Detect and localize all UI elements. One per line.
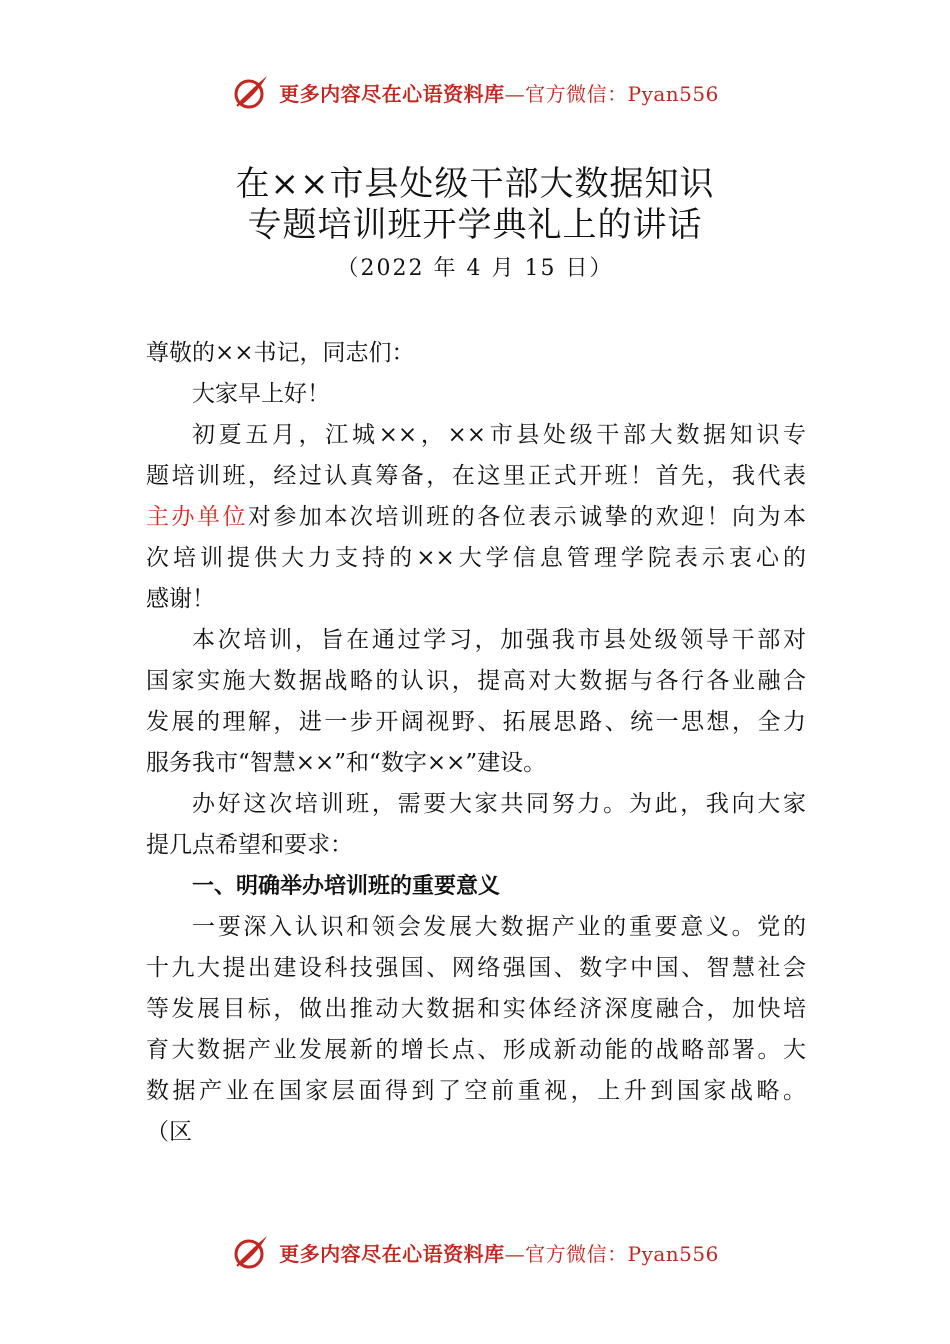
banner-text: 更多内容尽在心语资料库—官方微信：Pyan556 [279, 1241, 719, 1266]
document-title-line-1: 在××市县处级干部大数据知识 [235, 164, 715, 204]
paragraph-4-line: 十九大提出建设科技强国、网络强国、数字中国、智慧社会 [146, 955, 806, 981]
paragraph-2-line: 本次培训，旨在通过学习，加强我市县处级领导干部对 [192, 627, 806, 653]
document-date: （2022 年 4 月 15 日） [336, 256, 614, 281]
paragraph-2-line: 发展的理解，进一步开阔视野、拓展思路、统一思想，全力 [146, 709, 806, 735]
banner-text: 更多内容尽在心语资料库—官方微信：Pyan556 [279, 81, 719, 106]
paragraph-2-line: 服务我市“智慧××”和“数字××”建设。 [146, 750, 547, 776]
paragraph-4-line: 等发展目标，做出推动大数据和实体经济深度融合，加快培 [146, 996, 806, 1022]
header-banner [0, 70, 950, 114]
paragraph-1-line: 主办单位对参加本次培训班的各位表示诚挚的欢迎！向为本 [146, 504, 807, 530]
paragraph-4-line: （区 [146, 1119, 192, 1145]
paragraph-4-line: 一要深入认识和领会发展大数据产业的重要意义。党的 [192, 914, 806, 940]
paragraph-1-line: 题培训班，经过认真筹备，在这里正式开班！首先，我代表 [146, 463, 806, 489]
quill-logo-icon [231, 1232, 271, 1272]
quill-logo-icon [231, 72, 271, 112]
highlight-text: 主办单位 [146, 504, 248, 530]
paragraph-1-line: 感谢！ [146, 586, 215, 612]
paragraph-3-line: 提几点希望和要求： [146, 832, 353, 858]
footer-banner [0, 1230, 950, 1274]
salutation: 尊敬的××书记，同志们： [146, 340, 415, 366]
paragraph-4-line: 育大数据产业发展新的增长点、形成新动能的战略部署。大 [146, 1037, 806, 1063]
greeting: 大家早上好！ [192, 381, 330, 407]
section-heading: 一、明确举办培训班的重要意义 [192, 874, 501, 899]
document-title-line-2: 专题培训班开学典礼上的讲话 [247, 205, 703, 245]
paragraph-4-line: 数据产业在国家层面得到了空前重视，上升到国家战略。 [146, 1078, 806, 1104]
paragraph-1-line: 次培训提供大力支持的××大学信息管理学院表示衷心的 [146, 545, 806, 571]
paragraph-1-line: 初夏五月，江城××，××市县处级干部大数据知识专 [192, 422, 806, 448]
document-body [146, 333, 806, 1153]
paragraph-3-line: 办好这次培训班，需要大家共同努力。为此，我向大家 [192, 791, 806, 817]
paragraph-2-line: 国家实施大数据战略的认识，提高对大数据与各行各业融合 [146, 668, 806, 694]
